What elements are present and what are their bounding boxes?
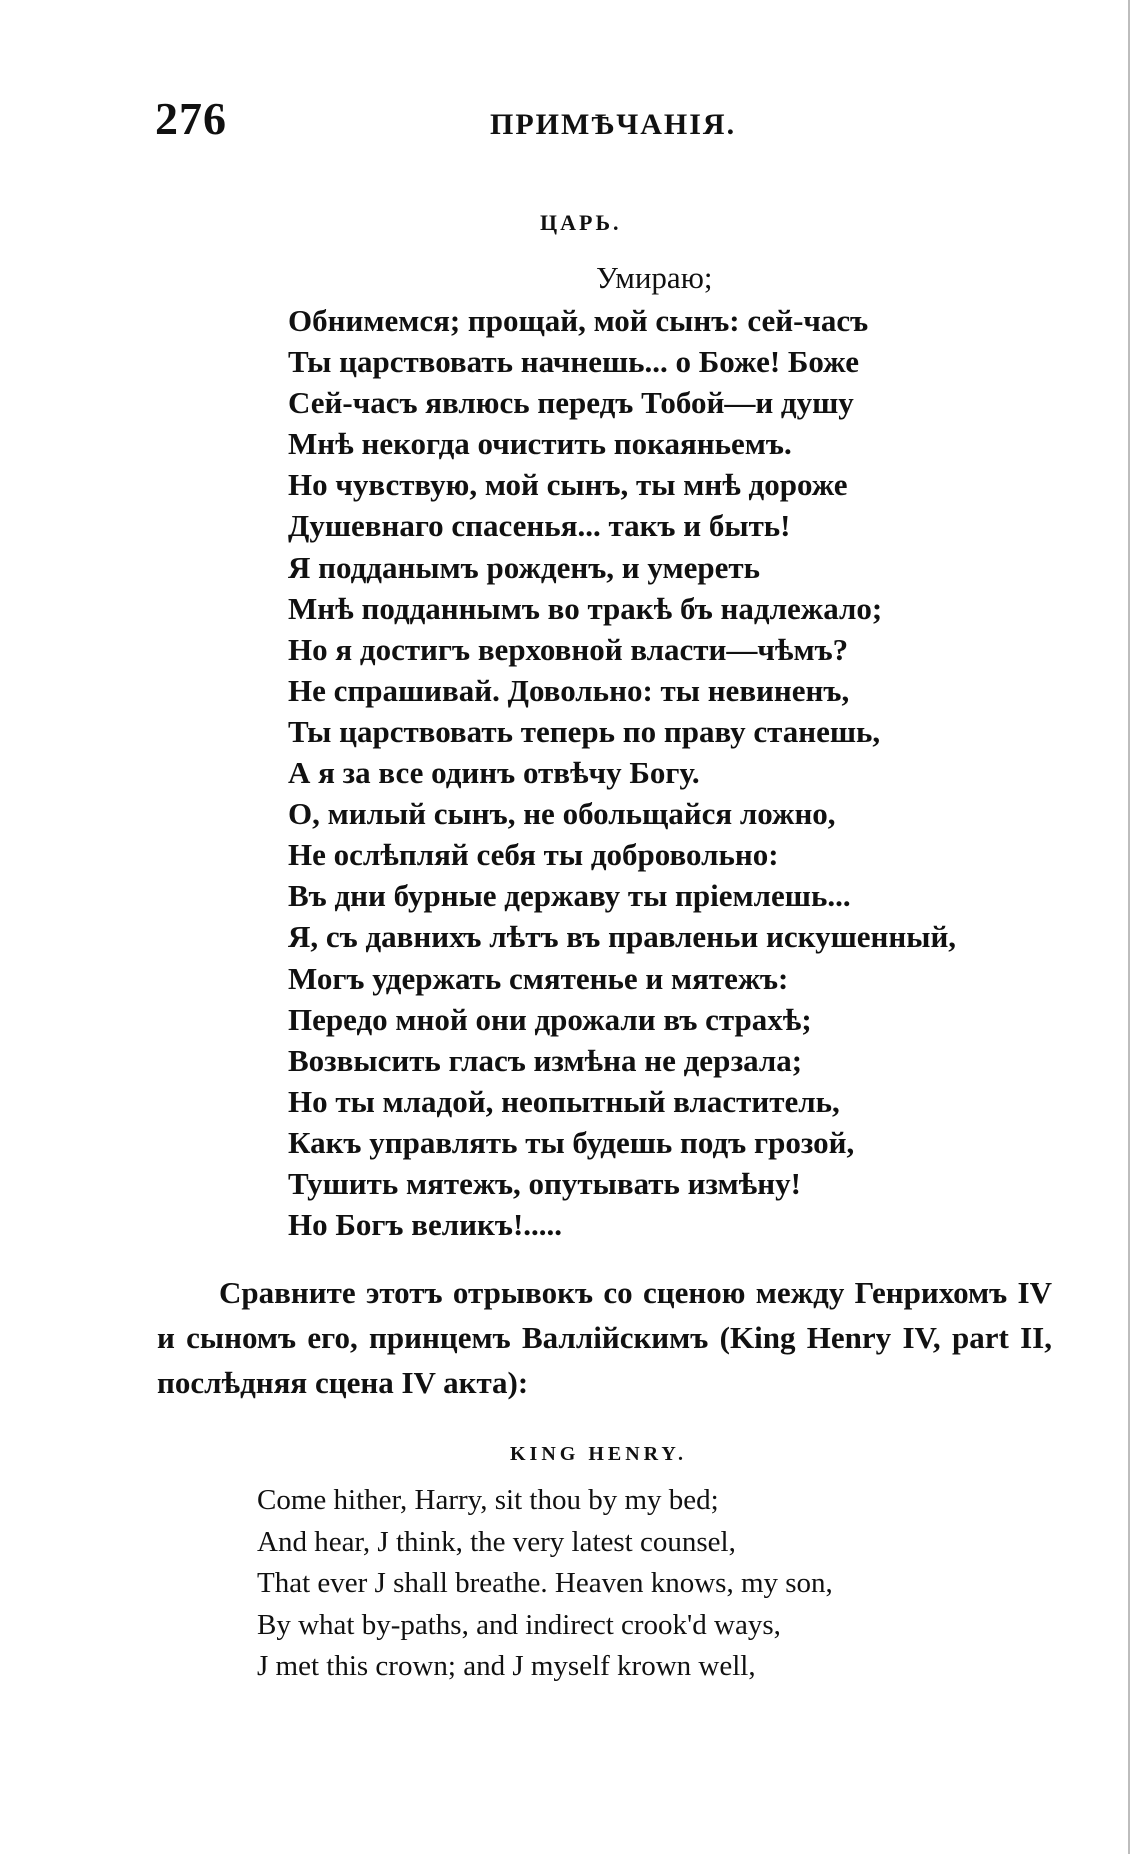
verse-line: Но ты младой, неопытный властитель, [288, 1083, 840, 1119]
verse-line: J met this crown; and J myself krown well, [257, 1650, 756, 1682]
verse-line: А я за все одинъ отвѣчу Богу. [288, 755, 700, 791]
running-title: ПРИМѢЧАНІЯ. [490, 108, 737, 141]
verse-line: Душевнаго спасенья... такъ и быть! [288, 508, 791, 544]
verse-line: О, милый сынъ, не обольщайся ложно, [288, 796, 836, 832]
verse-line: Я, съ давнихъ лѣтъ въ правленьи искушенный, [288, 919, 957, 955]
half-line-verse: Умираю; [596, 260, 713, 295]
verse-line: Но Богъ великъ!..... [288, 1207, 563, 1243]
verse-line: Мнѣ некогда очистить покаяньемъ. [288, 426, 792, 462]
verse-line: Могъ удержать смятенье и мятежъ: [288, 960, 789, 996]
verse-line: By what by-paths, and indirect crook'd ways, [257, 1608, 781, 1641]
speaker-name-king-henry: KING HENRY. [510, 1443, 688, 1465]
verse-line: Ты царствовать начнешь... о Боже! Боже [288, 344, 859, 380]
verse-line: Не спрашивай. Довольно: ты невиненъ, [288, 672, 850, 708]
verse-line: Come hither, Harry, sit thou by my bed; [257, 1484, 719, 1516]
verse-line: Въ дни бурные державу ты пріемлешь... [288, 878, 851, 914]
russian-verse-block [288, 300, 956, 1245]
verse-line: Возвысить гласъ измѣна не дерзала; [288, 1042, 803, 1078]
verse-line: Сей-часъ явлюсь передъ Тобой—и душу [288, 385, 854, 421]
verse-line: Ты царствовать теперь по праву станешь, [288, 713, 881, 749]
english-verse-block [257, 1480, 833, 1688]
verse-line: Какъ управлять ты будешь подъ грозой, [288, 1124, 855, 1160]
speaker-name-tsar: ЦАРЬ. [540, 210, 622, 235]
page-edge-line [1128, 0, 1130, 1854]
verse-line: Мнѣ подданнымъ во тракѣ бъ надлежало; [288, 590, 883, 626]
verse-line: Тушить мятежъ, опутывать измѣну! [288, 1165, 801, 1201]
verse-line: Я подданымъ рожденъ, и умереть [288, 549, 760, 585]
verse-line: Обнимемся; прощай, мой сынъ: сей-часъ [288, 303, 869, 338]
verse-line: And hear, J think, the very latest counsel, [257, 1525, 736, 1558]
prose-paragraph: Сравните этотъ отрывокъ со сценою между Генрихомъ IV и сыномъ его, принцемъ Валлійскимъ (King Henry IV, part II, послѣдняя сцена IV акта): [157, 1275, 1052, 1400]
verse-line: That ever J shall breathe. Heaven knows, my son, [257, 1567, 833, 1599]
verse-line: Но я достигъ верховной власти—чѣмъ? [288, 631, 849, 667]
verse-line: Но чувствую, мой сынъ, ты мнѣ дороже [288, 467, 848, 503]
verse-line: Не ослѣпляй себя ты добровольно: [288, 837, 779, 873]
page-number: 276 [155, 93, 227, 144]
verse-line: Передо мной они дрожали въ страхѣ; [288, 1001, 812, 1037]
